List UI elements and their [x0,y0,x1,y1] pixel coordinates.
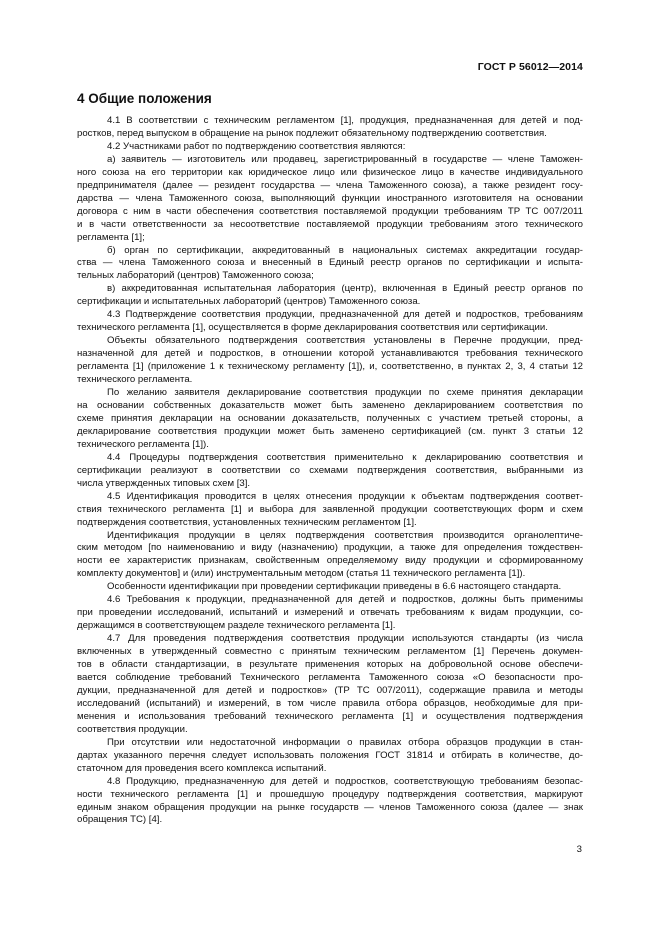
text-line: ности ее характеристик признакам, свойственным определяемому виду продукции и сформированному [77,555,583,567]
text-line: менения и использования требований технического регламента [1] и осуществления подтверждения [77,710,583,722]
paragraph [77,335,583,387]
text-line: соответствия продукции. [77,723,188,735]
paragraph [77,633,583,737]
paragraph [77,245,583,284]
text-line: назначенной для детей и подростков, в отношении которой устанавливаются требования технического [77,348,583,360]
text-line: ростков, перед выпуском в обращение на рынок подлежит обязательному подтверждению соответствия. [77,127,547,139]
text-line: декларирование соответствия продукции может быть заменено сертификацией (см. пункт 3 статьи 12 [77,425,583,437]
paragraph [77,737,583,776]
paragraph [77,154,583,245]
text-line: обращения ТС) [4]. [77,814,163,826]
paragraph [77,387,583,452]
text-line: дукции, предназначенной для детей и подростков» (ТР ТС 007/2011), содержащие правила и методы [77,684,583,696]
text-line: сертификации реализуют в соответствии со схемами подтверждения соответствия, выбранными из [77,464,583,476]
text-line: схеме принятия декларации на основании доказательств, полученных с участием третьей стороны, а [77,412,583,424]
paragraph [77,115,583,141]
text-line: 4.5 Идентификация проводится в целях отнесения продукции к объектам подтверждения соответ- [107,490,583,502]
text-line: 4.6 Требования к продукции, предназначенной для детей и подростков, должны быть применимы [107,594,583,606]
paragraph [77,283,583,309]
text-line: и в части ответственности за несоответствие поставляемой продукции требованиям этого технического [77,218,583,230]
paragraph [77,309,583,335]
text-line: Идентификация продукции в целях подтверждения соответствия производится органолептиче- [107,529,583,541]
text-line: держащимся в соответствующем разделе технического регламента [1]. [77,620,396,632]
text-line: 4.3 Подтверждение соответствия продукции, предназначенной для детей и подростков, требованиям [107,309,583,321]
text-line: технического регламента [1], осуществляется в форме декларирования соответствия или сертификации. [77,322,548,334]
paragraph [77,452,583,491]
text-line: на основании собственных доказательств может быть заменено декларированием соответствия по [77,399,583,411]
paragraph [77,491,583,530]
text-line: тов в области стандартизации, в результате применения которых на добровольной основе обеспечи- [77,659,583,671]
paragraph [77,594,583,633]
text-line: ности технического регламента [1] и прошедшую процедуру подтверждения соответствия, маркируют [77,788,583,800]
text-line: при проведении исследований, испытаний и измерений и отвечать требованиям к видам продукции, со- [77,607,583,619]
text-line: технического регламента. [77,374,193,386]
paragraph [77,530,583,582]
text-line: ного союза на его территории как юридическое лицо или физическое лицо в качестве индивидуального [77,166,583,178]
text-line: ским методом [по наименованию и виду (назначению) продукции, а также для определения тождествен- [77,542,583,554]
text-line: При отсутствии или недостаточной информации о правилах отбора образцов продукции в стан- [107,736,583,748]
text-line: вается соблюдение требований Технического регламента Таможенного союза «О безопасности про- [77,671,583,683]
paragraph [77,776,583,828]
text-line: в) аккредитованная испытательная лаборатория (центр), включенная в Единый реестр органов по [107,283,583,295]
text-line: технического регламента [1]). [77,438,209,450]
text-line: Объекты обязательного подтверждения соответствия установлены в Перечне продукции, пред- [107,335,583,347]
text-line: а) заявитель — изготовитель или продавец, зарегистрированный в государстве — члене Таможен- [107,153,583,165]
text-line: комплекту документов] и (или) инструментальным методом (статья 11 технического регламента [1]). [77,568,526,580]
text-line: дарства — члена Таможенного союза, выполняющий функции иностранного изготовителя на основании [77,192,583,204]
text-line: сертификации и испытательных лабораторий (центров) Таможенного союза. [77,296,421,308]
text-line: 4.7 Для проведения подтверждения соответствия продукции используются стандарты (из числа [107,633,583,645]
document-body [77,115,583,827]
section-title: 4 Общие положения [77,91,212,106]
standard-id: ГОСТ Р 56012—2014 [477,61,583,73]
text-line: ства — члена Таможенного союза и внесенный в Единый реестр органов по сертификации и испыта- [77,257,583,269]
text-line: ствия технического регламента [1] и выбора для заявленной продукции соответствующих форм и схем [77,503,583,515]
text-line: включенных в утвержденный совместно с принятым техническим регламентом [1] Перечень докумен- [77,646,583,658]
text-line: 4.8 Продукцию, предназначенную для детей и подростков, соответствующую требованиям безопас- [107,775,583,787]
text-line: 4.1 В соответствии с техническим регламентом [1], продукция, предназначенная для детей и под- [107,115,583,126]
text-line: 4.2 Участниками работ по подтверждению соответствия являются: [107,140,406,152]
text-line: Особенности идентификации при проведении сертификации приведены в 6.6 настоящего стандарта. [107,581,562,593]
page-number: 3 [576,844,582,855]
text-line: единым знаком обращения продукции на рынке государств — членов Таможенного союза (далее — знак [77,801,583,813]
text-line: б) орган по сертификации, аккредитованный в национальных системах аккредитации государ- [107,244,583,256]
text-line: дартах указанного перечня следует использовать положения ГОСТ 31814 и отбирать в количестве, до- [77,749,583,761]
text-line: регламента [1]; [77,231,145,243]
text-line: подтверждения соответствия, установленных техническим регламентом [1]. [77,516,417,528]
text-line: договора с ним в части обеспечения соответствия поставляемой продукции требованиям ТР ТС 007/2011 [77,205,583,217]
paragraph [77,581,583,594]
text-line: По желанию заявителя декларирование соответствия продукции по схеме принятия декларации [107,387,583,399]
text-line: регламента [1] (приложение 1 к техническому регламенту [1]), и, соответственно, в пунктах 2, 3, 4 статьи 12 [77,361,583,373]
paragraph [77,141,583,154]
text-line: статочном для проведения всего комплекса испытаний. [77,762,327,774]
text-line: тельных лабораторий (центров) Таможенного союза; [77,270,314,282]
text-line: предпринимателя (далее — резидент государства — члена Таможенного союза), а также резидент госу- [77,179,583,191]
text-line: исследований (испытаний) и измерений, в том числе правила отбора образцов, необходимые для при- [77,697,583,709]
text-line: 4.4 Процедуры подтверждения соответствия применительно к декларированию соответствия и [107,451,583,463]
text-line: числа утвержденных типовых схем [3]. [77,477,251,489]
